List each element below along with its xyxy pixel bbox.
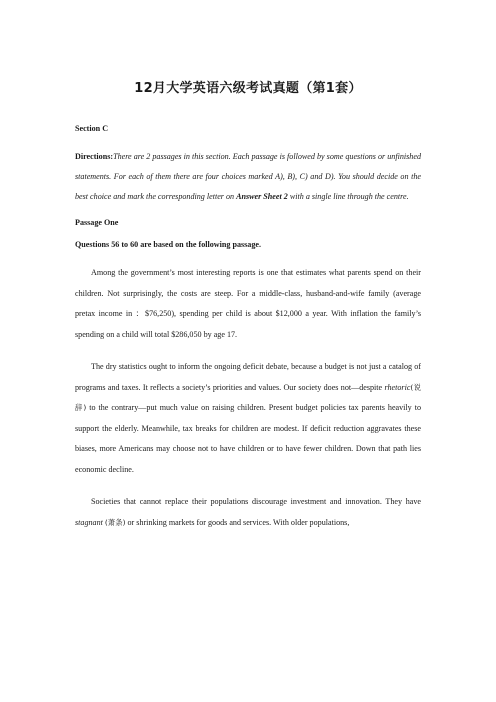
paragraph-3-text-b: or shrinking markets for goods and services. With older populations, bbox=[125, 517, 350, 527]
paragraph-2-text-b: to the contrary—put much value on raising children. Present budget policies tax parents heavily to support the elderly. Meanwhile, tax breaks for children are modest. If deficit reduction aggravates these biases, more Americans may choose not to have children or to have fewer children. Down that path lies economic decline. bbox=[75, 403, 421, 474]
paragraph-2 bbox=[75, 357, 421, 480]
paragraph-3-text-a: Societies that cannot replace their populations discourage investment and innovation. They have bbox=[91, 497, 421, 506]
document-body bbox=[75, 124, 421, 533]
answer-sheet-ref: Answer Sheet 2 bbox=[236, 192, 288, 201]
directions-paragraph bbox=[75, 147, 421, 207]
paragraph-2-text-a: The dry statistics ought to inform the ongoing deficit debate, because a budget is not just a catalog of programs and taxes. It reflects a society’s priorities and values. Our society does not—despite bbox=[75, 362, 421, 392]
glossed-word-stagnant: stagnant bbox=[75, 517, 103, 527]
paragraph-3 bbox=[75, 492, 421, 533]
directions-text: There are 2 passages in this section. Each passage is followed by some questions or unfinished statements. For each of them there are four choices marked A), B), C) and D). You should decide on the best choice and mark the corresponding letter on bbox=[75, 152, 421, 201]
questions-line: Questions 56 to 60 are based on the following passage. bbox=[75, 240, 262, 249]
section-heading: Section C bbox=[75, 124, 109, 133]
directions-text-end: with a single line through the centre. bbox=[287, 192, 409, 201]
paragraph-1: Among the government’s most interesting reports is one that estimates what parents spend on their children. Not surprisingly, the costs are steep. For a middle-class, husband-and-wife family (average pretax income in ：$76,250), spending per child is about $12,000 a year. With inflation the family’s spending on a child will total $286,050 by age 17. bbox=[75, 268, 421, 339]
gloss-stagnant: (萧条) bbox=[104, 517, 126, 527]
passage-title: Passage One bbox=[75, 218, 119, 227]
page-title: 12月大学英语六级考试真题（第1套） bbox=[134, 81, 362, 96]
glossed-word-rhetoric: rhetoric bbox=[384, 382, 411, 392]
directions-label: Directions: bbox=[75, 152, 114, 161]
gloss-rhetoric: (说辞) bbox=[75, 382, 421, 412]
